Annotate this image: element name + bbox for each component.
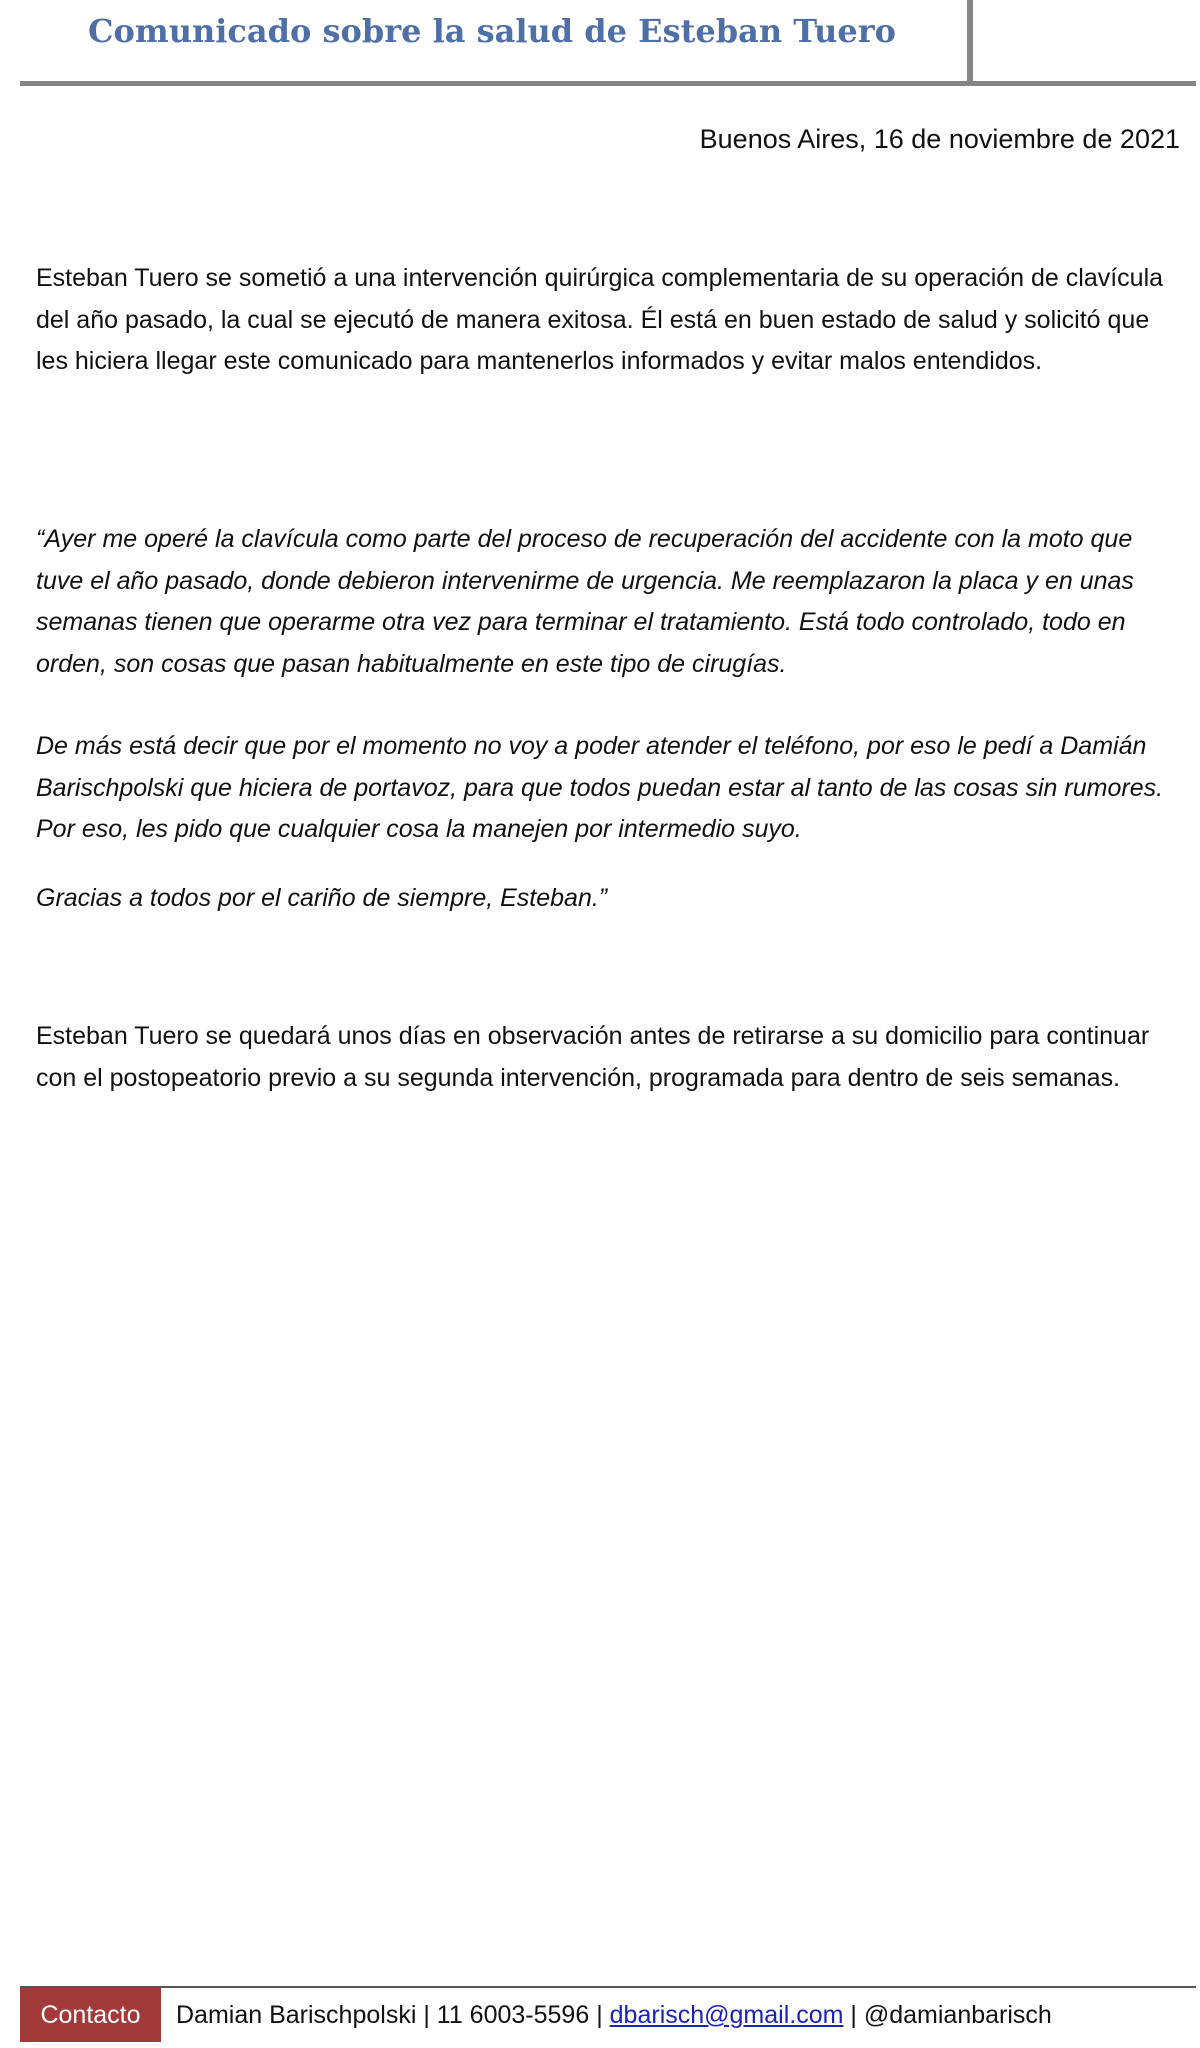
separator: | xyxy=(850,2001,857,2029)
separator: | xyxy=(423,2001,430,2029)
quote-paragraph-2: De más está decir que por el momento no voy a poder atender el teléfono, por eso le pedí a Damián Barischpolski que hiciera de portavoz, para que todos puedan estar al tanto de las cosas sin rumores. Por eso, les pido que cualquier cosa la manejen por intermedio suyo. xyxy=(36,732,1164,843)
quote-paragraph-3: Gracias a todos por el cariño de siempre, Esteban.” xyxy=(36,884,608,912)
contact-footer xyxy=(20,1986,1196,2042)
header-vertical-divider xyxy=(967,0,973,82)
page-header xyxy=(20,0,1196,86)
contact-info xyxy=(176,1988,1052,2042)
page-title: Comunicado sobre la salud de Esteban Tuero xyxy=(88,12,896,50)
contact-email-link[interactable]: dbarisch@gmail.com xyxy=(609,2001,844,2029)
date-line: Buenos Aires, 16 de noviembre de 2021 xyxy=(699,124,1180,154)
contact-handle: @damianbarisch xyxy=(863,2001,1052,2029)
contact-label: Contacto xyxy=(20,1988,161,2042)
separator: | xyxy=(596,2001,603,2029)
contact-phone: 11 6003-5596 xyxy=(436,2001,590,2029)
closing-paragraph: Esteban Tuero se quedará unos días en observación antes de retirarse a su domicilio para continuar con el postopeatorio previo a su segunda intervención, programada para dentro de seis semanas. xyxy=(36,1022,1150,1092)
intro-paragraph: Esteban Tuero se sometió a una intervención quirúrgica complementaria de su operación de clavícula del año pasado, la cual se ejecutó de manera exitosa. Él está en buen estado de salud y solicitó que les hiciera llegar este comunicado para mantenerlos informados y evitar malos entendidos. xyxy=(36,264,1164,375)
contact-name: Damian Barischpolski xyxy=(176,2001,417,2029)
quote-paragraph-1: “Ayer me operé la clavícula como parte del proceso de recuperación del accidente con la moto que tuve el año pasado, donde debieron intervenirme de urgencia. Me reemplazaron la placa y en unas semanas tienen que operarme otra vez para terminar el tratamiento. Está todo controlado, todo en orden, son cosas que pasan habitualmente en este tipo de cirugías. xyxy=(36,525,1134,678)
header-rule xyxy=(20,81,1196,86)
